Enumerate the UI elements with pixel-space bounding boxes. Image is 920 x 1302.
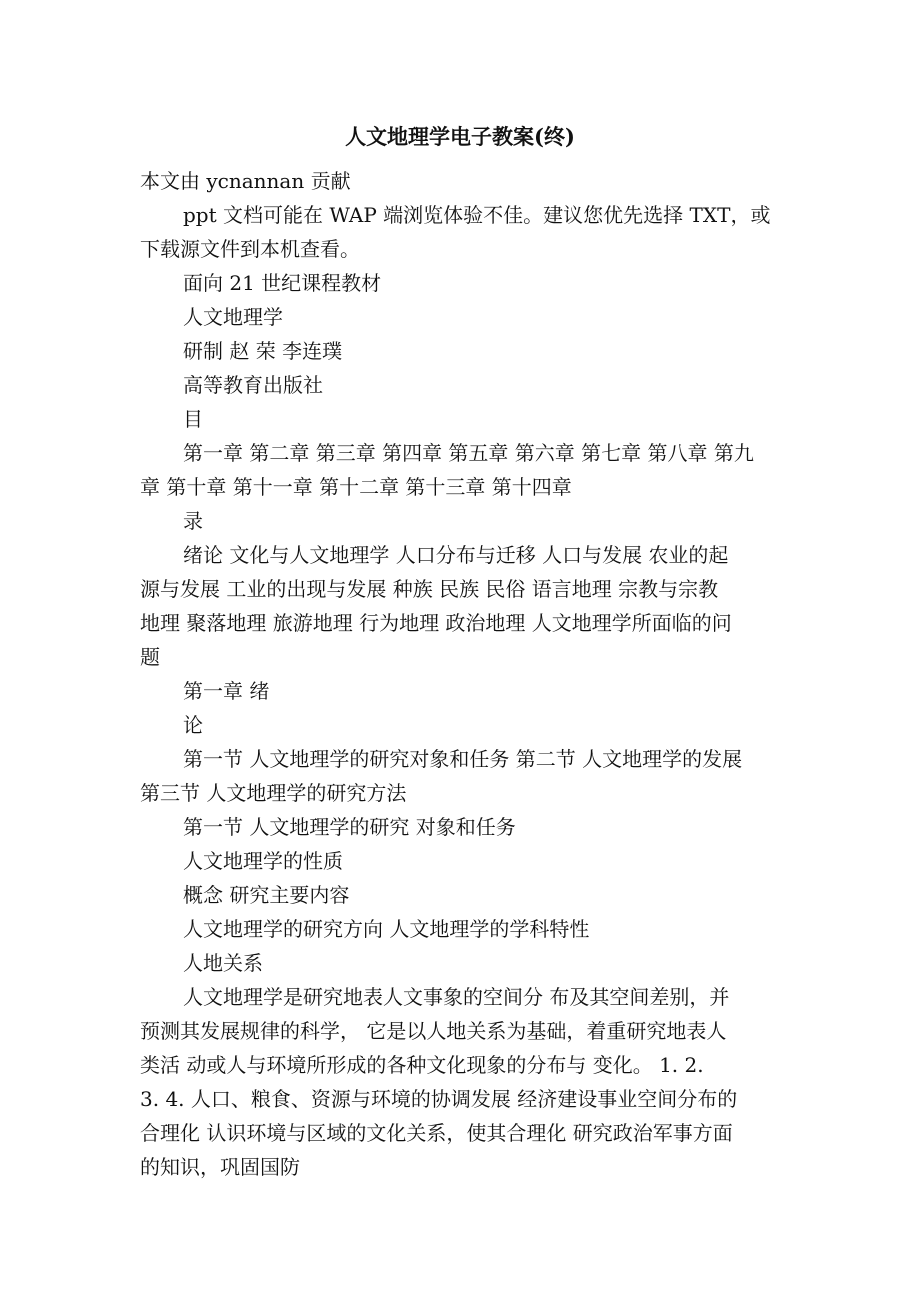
- text-line: 录: [183, 509, 203, 533]
- text-line: 人文地理学的研究方向 人文地理学的学科特性: [183, 917, 590, 941]
- text-line: 的知识，巩固国防: [140, 1155, 300, 1179]
- document-body: [140, 166, 790, 1186]
- text-line: 高等教育出版社: [183, 373, 323, 397]
- text-line: 人文地理学的性质: [183, 849, 343, 873]
- text-line: 人地关系: [183, 951, 263, 975]
- text-line: 第一章 绪: [183, 679, 270, 703]
- text-line: 预测其发展规律的科学， 它是以人地关系为基础，着重研究地表人: [140, 1019, 727, 1043]
- text-line: 第一章 第二章 第三章 第四章 第五章 第六章 第七章 第八章 第九: [183, 441, 754, 465]
- document-title: 人文地理学电子教案(终): [345, 124, 575, 149]
- text-line: 题: [140, 645, 160, 669]
- text-line: 人文地理学是研究地表人文事象的空间分 布及其空间差别，并: [183, 985, 730, 1009]
- text-line: 第一节 人文地理学的研究对象和任务 第二节 人文地理学的发展: [183, 747, 743, 771]
- text-line: 第三节 人文地理学的研究方法: [140, 781, 407, 805]
- text-line: 绪论 文化与人文地理学 人口分布与迁移 人口与发展 农业的起: [183, 543, 729, 567]
- text-line: 面向 21 世纪课程教材: [183, 271, 382, 295]
- text-line: 源与发展 工业的出现与发展 种族 民族 民俗 语言地理 宗教与宗教: [140, 577, 719, 601]
- text-line: 类活 动或人与环境所形成的各种文化现象的分布与 变化。 1. 2.: [140, 1053, 704, 1077]
- text-line: 第一节 人文地理学的研究 对象和任务: [183, 815, 516, 839]
- text-line: 人文地理学: [183, 305, 283, 329]
- text-line: 研制 赵 荣 李连璞: [183, 339, 343, 363]
- text-line: 3. 4. 人口、粮食、资源与环境的协调发展 经济建设事业空间分布的: [140, 1087, 738, 1111]
- text-line: 概念 研究主要内容: [183, 883, 350, 907]
- text-line: 论: [183, 713, 203, 737]
- text-line: 目: [183, 407, 203, 431]
- text-line: 地理 聚落地理 旅游地理 行为地理 政治地理 人文地理学所面临的问: [140, 611, 732, 635]
- text-line: 下载源文件到本机查看。: [140, 237, 360, 261]
- text-line: 本文由 ycnannan 贡献: [140, 169, 351, 193]
- text-line: ppt 文档可能在 WAP 端浏览体验不佳。建议您优先选择 TXT，或: [183, 203, 771, 227]
- text-line: 合理化 认识环境与区域的文化关系，使其合理化 研究政治军事方面: [140, 1121, 733, 1145]
- text-line: 章 第十章 第十一章 第十二章 第十三章 第十四章: [140, 475, 572, 499]
